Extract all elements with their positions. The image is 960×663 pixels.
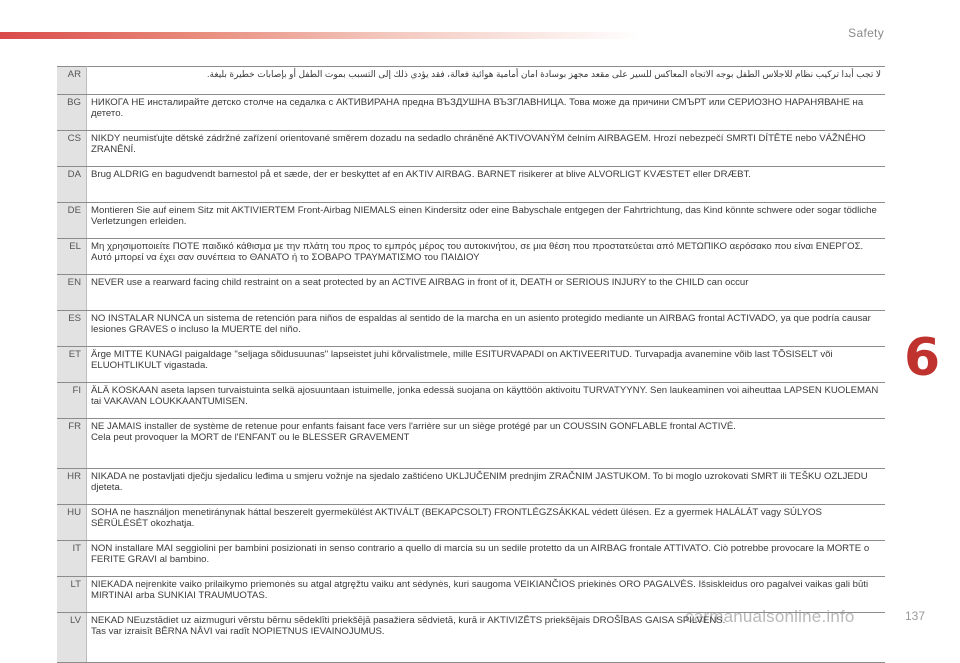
warning-row-it [57,541,885,577]
warning-row-ar [57,67,885,95]
language-code: DE [57,203,87,239]
language-code: IT [57,541,87,577]
warning-row-de [57,203,885,239]
language-code: BG [57,95,87,131]
language-code: ET [57,347,87,383]
language-code: HR [57,469,87,505]
warning-text: NIKADA ne postavljati dječju sjedalicu leđima u smjeru vožnje na sjedalo zaštićeno UKLJUČENIM prednjim ZRAČNIM JASTUKOM. To bi moglo uzrokovati SMRT ili TEŠKU OZLJEDU djeteta. [87,469,886,505]
warning-row-cs [57,131,885,167]
warning-row-hr [57,469,885,505]
warning-text: NIKDY neumisťujte dětské zádržné zařízení orientované směrem dozadu na sedadlo chráněné AKTIVOVANÝM čelním AIRBAGEM. Hrozí nebezpečí SMRTI DÍTĚTE nebo VÁŽNÉHO ZRANĚNÍ. [87,131,886,167]
airbag-warning-table [57,66,885,663]
language-code: HU [57,505,87,541]
language-code: LV [57,613,87,663]
warning-text: NON installare MAI seggiolini per bambini posizionati in senso contrario a quello di marcia su un sedile protetto da un AIRBAG frontale ATTIVATO. Ciò potrebbe provocare la MORTE o FERITE GRAVI al bambino. [87,541,886,577]
warning-text: NO INSTALAR NUNCA un sistema de retención para niños de espaldas al sentido de la marcha en un asiento protegido mediante un AIRBAG frontal ACTIVADO, ya que podría causar lesiones GRAVES o incluso la MUERTE del niño. [87,311,886,347]
warning-text [87,419,886,469]
warning-row-es [57,311,885,347]
warning-text: NEVER use a rearward facing child restraint on a seat protected by an ACTIVE AIRBAG in front of it, DEATH or SERIOUS INJURY to the CHILD can occur [87,275,886,311]
warning-text: لا تجب أبدا تركيب نظام للاجلاس الطفل بوجه الاتجاه المعاكس للسير على مقعد مجهز بوسادة امان أمامية هوائية فعالة، فقد يؤدي ذلك إلى التسبب بموت الطفل أو بإصابات خطيرة بليغة. [87,67,886,95]
warning-row-bg [57,95,885,131]
warning-text: NIEKADA neįrenkite vaiko prilaikymo priemonės su atgal atgręžtu vaiku ant sėdynės, kuri saugoma VEIKIANČIOS priekinės ORO PAGALVĖS. Išsiskleidus oro pagalvei vaikas gali būti MIRTINAI arba SUNKIAI TRAUMUOTAS. [87,577,886,613]
warning-text-line: NEKAD NEuzstādiet uz aizmuguri vērstu bērnu sēdeklīti priekšējā pasažiera sēdvietā, kurā ir AKTIVIZĒTS priekšējais DROŠĪBAS GAISA SPILVENS. [91,615,726,626]
warning-text-line: Tas var izraisīt BĒRNA NĀVI vai radīt NOPIETNUS IEVAINOJUMUS. [91,626,385,637]
warning-text: ÄLÄ KOSKAAN aseta lapsen turvaistuinta selkä ajosuuntaan istuimelle, jonka edessä suojana on käyttöön aktivoitu TURVATYYNY. Sen laukeaminen voi aiheuttaa LAPSEN KUOLEMAN tai VAKAVAN LOUKKAANTUMISEN. [87,383,886,419]
language-code: CS [57,131,87,167]
page-number: 137 [905,609,926,623]
language-code: FI [57,383,87,419]
warning-text: SOHA ne használjon menetiránynak háttal beszerelt gyermekülést AKTIVÁLT (BEKAPCSOLT) FRONTLÉGZSÁKKAL védett ülésen. Ez a gyermek HALÁLÁT vagy SÚLYOS SÉRÜLÉSÉT okozhatja. [87,505,886,541]
warning-row-lt [57,577,885,613]
header-accent-bar [0,32,640,39]
warning-row-el [57,239,885,275]
warning-row-en [57,275,885,311]
warning-row-hu [57,505,885,541]
warning-text: Μη χρησιμοποιείτε ΠΟΤΕ παιδικό κάθισμα με την πλάτη του προς το εμπρός μέρος του αυτοκινήτου, σε μια θέση που προστατεύεται από ΜΕΤΩΠΙΚΟ αερόσακο που είναι ΕΝΕΡΓΟΣ. Αυτό μπορεί να έχει σαν συνέπεια το ΘΑΝΑΤΟ ή το ΣΟΒΑΡΟ ΤΡΑΥΜΑΤΙΣΜΟ του ΠΑΙΔΙΟΥ [87,239,886,275]
watermark: carmanualsonline.info [685,607,855,626]
section-title: Safety [848,26,884,40]
warning-text: НИКОГА НЕ инсталирайте детско столче на седалка с АКТИВИРАНА предна ВЪЗДУШНА ВЪЗГЛАВНИЦА. Това може да причини СМЪРТ или СЕРИОЗНО НАРАНЯВАНЕ на детето. [87,95,886,131]
warning-text: Brug ALDRIG en bagudvendt barnestol på et sæde, der er beskyttet af en AKTIV AIRBAG. BARNET risikerer at blive ALVORLIGT KVÆSTET eller DRÆBT. [87,167,886,203]
warning-row-lv [57,613,885,663]
language-code: LT [57,577,87,613]
warning-row-fr [57,419,885,469]
language-code: EN [57,275,87,311]
warning-row-da [57,167,885,203]
warning-text-line: Cela peut provoquer la MORT de l'ENFANT ou le BLESSER GRAVEMENT [91,432,410,443]
language-code: EL [57,239,87,275]
warning-text: Montieren Sie auf einem Sitz mit AKTIVIERTEM Front-Airbag NIEMALS einen Kindersitz oder eine Babyschale entgegen der Fahrtrichtung, das Kind könnte schwere oder sogar tödliche Verletzungen erleiden. [87,203,886,239]
warning-row-fi [57,383,885,419]
language-code: AR [57,67,87,95]
language-code: DA [57,167,87,203]
warning-row-et [57,347,885,383]
warning-text-line: NE JAMAIS installer de système de retenue pour enfants faisant face vers l'arrière sur un siège protégé par un COUSSIN GONFLABLE frontal ACTIVÉ. [91,421,736,432]
chapter-number: 6 [904,328,941,388]
warning-text: Ärge MITTE KUNAGI paigaldage "seljaga sõidusuunas" lapseistet juhi kõrvalistmele, mille ESITURVAPADI on AKTIVEERITUD. Turvapadja avanemine võib last TÕSISELT või ELUOHTLIKULT vigastada. [87,347,886,383]
warning-text [87,613,886,663]
language-code: FR [57,419,87,469]
language-code: ES [57,311,87,347]
